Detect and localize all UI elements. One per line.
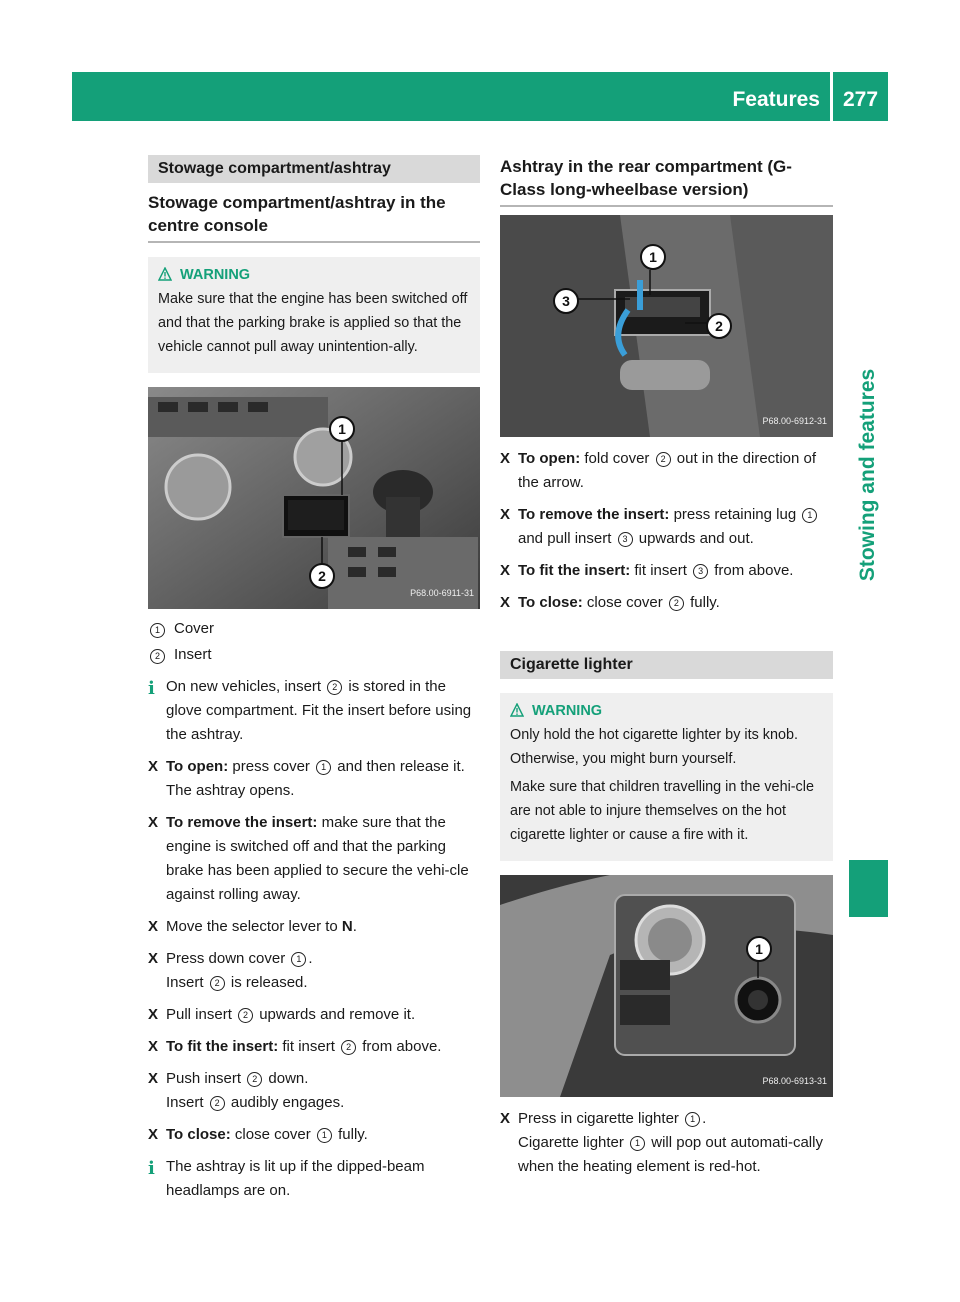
- info-note: i On new vehicles, insert 2 is stored in the glove compartment. Fit the insert before using the ashtray.: [148, 678, 472, 743]
- warning-text: Make sure that the engine has been switched off and that the parking brake is applied so that the vehicle cannot pull away unintention-ally.: [158, 291, 468, 355]
- figure-rear-ashtray: [500, 215, 833, 437]
- warning-triangle-icon: [510, 703, 524, 717]
- callout-2: 2: [309, 563, 335, 589]
- legend-item: [148, 643, 480, 667]
- info-icon: i: [148, 1158, 155, 1179]
- step-close: X To close: close cover 2 fully.: [500, 591, 833, 615]
- figure-centre-console: [148, 387, 480, 609]
- heading-centre-console: Stowage compartment/ashtray in the centre console: [148, 191, 480, 243]
- header-separator: [830, 72, 833, 121]
- legend-text: Cover: [174, 620, 215, 637]
- legend-text: Insert: [174, 646, 212, 663]
- step-marker-icon: X: [500, 594, 511, 611]
- step-marker-icon: X: [148, 814, 159, 831]
- heading-rear-ashtray: Ashtray in the rear compartment (G-Class long-wheelbase version): [500, 155, 833, 207]
- num-1: 1: [150, 623, 165, 638]
- step-marker-icon: X: [148, 758, 159, 775]
- step-open: X To open: fold cover 2 out in the direction of the arrow.: [500, 447, 833, 495]
- section-title-stowage: Stowage compartment/ashtray: [148, 155, 480, 183]
- callout-3: 3: [553, 288, 579, 314]
- step-press-down: X Press down cover 1 . Insert 2 is released.: [148, 947, 480, 995]
- callout-1: 1: [329, 416, 355, 442]
- step-pull: X Pull insert 2 upwards and remove it.: [148, 1003, 480, 1027]
- figure-caption: P68.00-6913-31: [762, 1076, 827, 1086]
- figure-caption: P68.00-6912-31: [762, 416, 827, 426]
- step-marker-icon: X: [500, 450, 511, 467]
- warning-title: WARNING: [532, 703, 603, 719]
- step-push: X Push insert 2 down. Insert 2 audibly engages.: [148, 1067, 480, 1115]
- side-tab-label: Stowing and features: [856, 368, 879, 582]
- step-marker-icon: X: [500, 1110, 511, 1127]
- step-fit: X To fit the insert: fit insert 3 from above.: [500, 559, 833, 583]
- step-press-lighter: X Press in cigarette lighter 1 . Cigarette lighter 1 will pop out automati-cally when the heating element is red-hot.: [500, 1107, 833, 1179]
- info-note: i The ashtray is lit up if the dipped-beam headlamps are on.: [148, 1158, 425, 1199]
- callout-1: 1: [640, 244, 666, 270]
- warning-box: [500, 693, 833, 861]
- step-remove: X To remove the insert: press retaining lug 1 and pull insert 3 upwards and out.: [500, 503, 833, 551]
- warning-text: Make sure that children travelling in the vehi-cle are not able to injure themselves on the hot cigarette lighter or cause a fire with it.: [510, 779, 814, 843]
- section-title-cigarette: Cigarette lighter: [500, 651, 833, 679]
- chapter-title: Features: [732, 88, 820, 111]
- rear-ashtray-photo: [500, 215, 833, 437]
- warning-header: [158, 263, 470, 287]
- left-column: [148, 155, 480, 1203]
- callout-2: 2: [706, 313, 732, 339]
- warning-box: [148, 257, 480, 373]
- warning-title: WARNING: [180, 267, 251, 283]
- num-2: 2: [150, 649, 165, 664]
- warning-text: Only hold the hot cigarette lighter by its knob. Otherwise, you might burn yourself.: [510, 727, 798, 767]
- step-marker-icon: X: [148, 1070, 159, 1087]
- side-tab-block: [849, 860, 888, 917]
- right-column: [500, 155, 833, 1179]
- cigarette-lighter-photo: [500, 875, 833, 1097]
- step-marker-icon: X: [148, 950, 159, 967]
- figure-caption: P68.00-6911-31: [410, 588, 474, 598]
- legend-item: [148, 617, 480, 641]
- step-marker-icon: X: [500, 562, 511, 579]
- step-fit: X To fit the insert: fit insert 2 from above.: [148, 1035, 480, 1059]
- step-remove: X To remove the insert: make sure that the engine is switched off and that the parking brake has been applied to secure the vehi-cle against rolling away.: [148, 811, 480, 907]
- step-marker-icon: X: [148, 1006, 159, 1023]
- step-marker-icon: X: [148, 1126, 159, 1143]
- page-number: 277: [843, 88, 879, 111]
- step-close: X To close: close cover 1 fully.: [148, 1123, 480, 1147]
- info-icon: i: [148, 678, 155, 699]
- warning-triangle-icon: [158, 267, 172, 281]
- warning-header: [510, 699, 823, 723]
- step-open: X To open: press cover 1 and then release it. The ashtray opens.: [148, 755, 480, 803]
- step-selector: X Move the selector lever to N.: [148, 915, 480, 939]
- step-marker-icon: X: [148, 1038, 159, 1055]
- step-marker-icon: X: [500, 506, 511, 523]
- step-marker-icon: X: [148, 918, 159, 935]
- figure-cigarette-lighter: [500, 875, 833, 1097]
- callout-1: 1: [746, 936, 772, 962]
